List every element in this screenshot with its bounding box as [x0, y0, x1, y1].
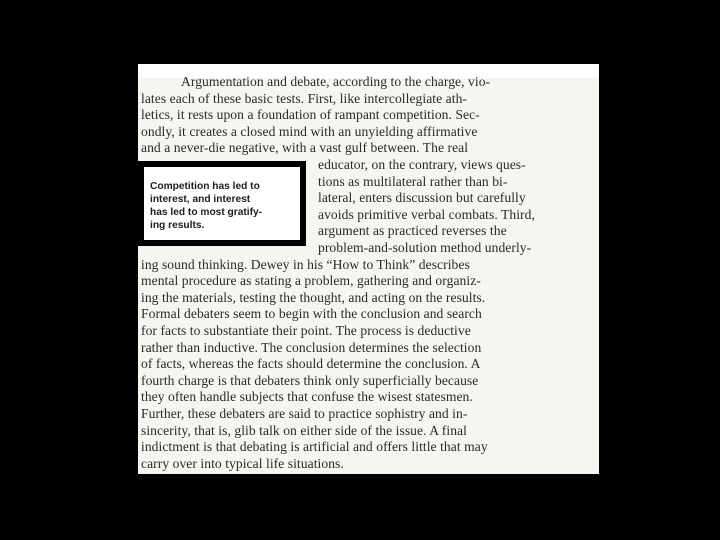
text-line-5: and a never-die negative, with a vast gulf between. The real — [141, 140, 469, 156]
text-line-3: letics, it rests upon a foundation of rampant competition. Sec- — [141, 107, 480, 123]
text-line-11: problem-and-solution method underly- — [318, 240, 532, 255]
sidebar-note-line-4: ing results. — [150, 220, 205, 231]
text-line-18: of facts, whereas the facts should determine the conclusion. A — [141, 356, 481, 372]
text-line-8: lateral, enters discussion but carefully — [318, 190, 526, 206]
text-line-21: Further, these debaters are said to practice sophistry and in- — [141, 406, 468, 421]
text-line-7: tions as multilateral rather than bi- — [318, 173, 508, 189]
text-line-19: fourth charge is that debaters think only superficially because — [141, 372, 479, 388]
text-line-23: indictment is that debating is artificial and offers little that may — [141, 439, 488, 455]
sidebar-note-line-3: has led to most gratify- — [150, 207, 263, 218]
text-line-13: mental procedure as stating a problem, gathering and organiz- — [141, 273, 481, 289]
sidebar-note-line-1: Competition has led to — [150, 181, 260, 192]
text-line-24: carry over into typical life situations. — [141, 455, 344, 471]
text-line-6: educator, on the contrary, views ques- — [318, 157, 526, 172]
text-line-10: argument as practiced reverses the — [318, 223, 507, 239]
text-line-9: avoids primitive verbal combats. Third, — [318, 206, 535, 222]
document-page-lower — [138, 64, 599, 474]
text-line-1: Argumentation and debate, according to the charge, vio- — [181, 74, 491, 89]
text-line-12: ing sound thinking. Dewey in his “How to Think” describes — [141, 256, 470, 272]
text-line-17: rather than inductive. The conclusion determines the selection — [141, 339, 482, 355]
text-line-16: for facts to substantiate their point. The process is deductive — [141, 323, 471, 338]
text-line-4: ondly, it creates a closed mind with an unyielding affirmative — [141, 123, 478, 139]
text-line-22: sincerity, that is, glib talk on either side of the issue. A final — [141, 422, 467, 438]
sidebar-note-inner — [144, 167, 300, 240]
text-line-15: Formal debaters seem to begin with the conclusion and search — [141, 306, 482, 322]
text-line-20: they often handle subjects that confuse the wisest statesmen. — [141, 389, 473, 405]
text-line-14: ing the materials, testing the thought, and acting on the results. — [141, 289, 486, 305]
sidebar-note-box — [138, 161, 306, 246]
text-line-2: lates each of these basic tests. First, like intercollegiate ath- — [141, 90, 467, 106]
sidebar-note-line-2: interest, and interest — [150, 194, 251, 205]
